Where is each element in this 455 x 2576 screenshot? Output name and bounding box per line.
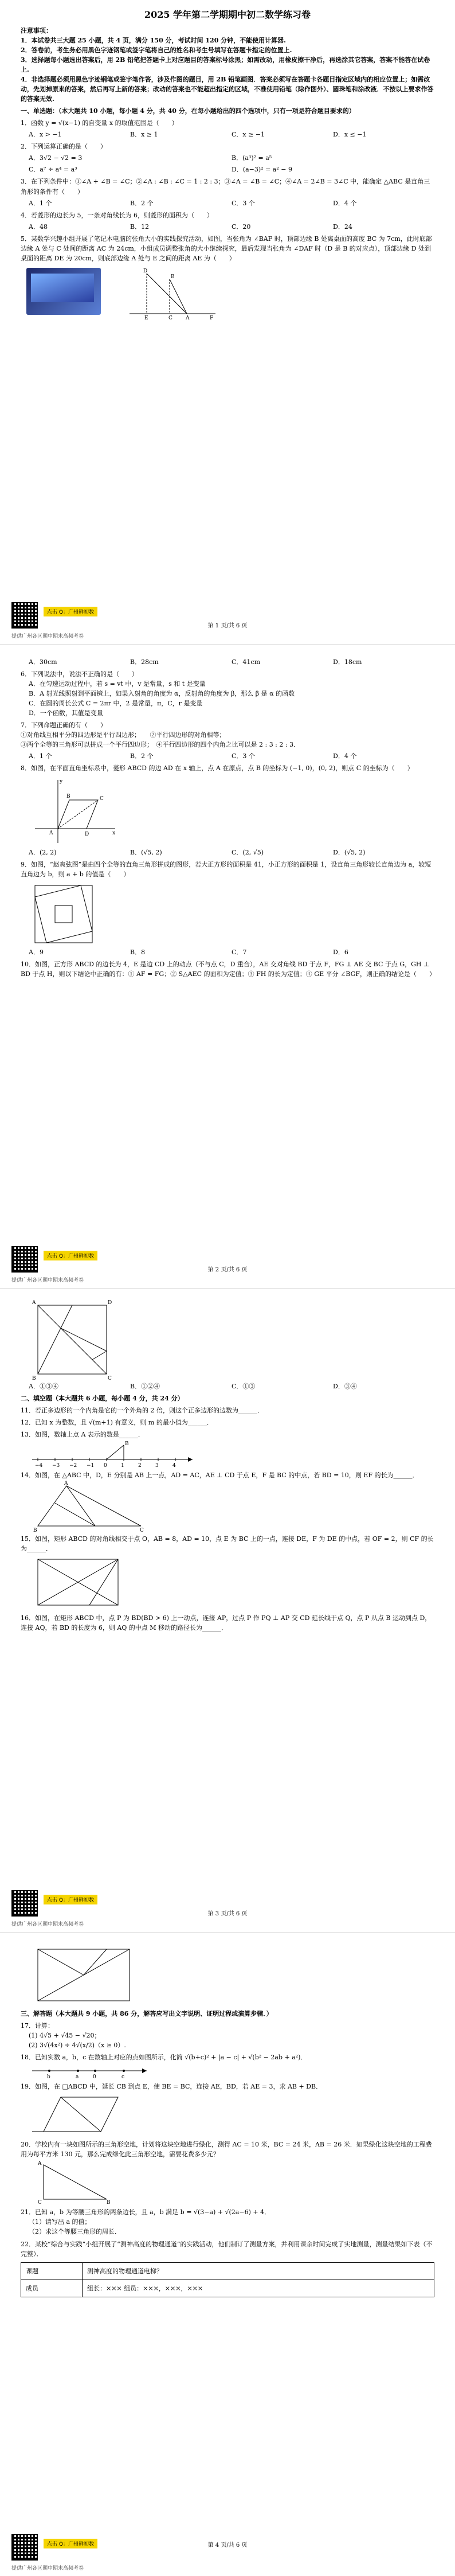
q22-text: 22．某校“综合与实践”小组开展了“测神高度的物理通道”的实践活动，他们制订了测量方案，并利用课余时间完成了实地测量，测量结果如下表（不完整）． (21, 2240, 433, 2258)
q21-part-1: （1）请写出 a 的值； (29, 2218, 91, 2226)
q14-triangle-diagram (32, 1480, 147, 1532)
qr-code (11, 1246, 38, 1273)
q10-option-b[interactable]: B．①②④ (130, 1383, 160, 1390)
svg-text:A: A (32, 1300, 36, 1306)
q8-option-c[interactable]: C．(2, √5) (232, 848, 264, 856)
q3-stem: 3．在下列条件中：①∠A + ∠B = ∠C；②∠A : ∠B : ∠C = 1 : 2 : 3；③∠A = ∠B = ∠C；④∠A = 2∠B = 3∠C 中，能确定 △ABC 是直角三角形的条件有（ ） (21, 178, 430, 196)
exam-page-1 (0, 0, 455, 644)
q1-stem: 1．函数 y = √(x−1) 的自变量 x 的取值范围是（ ） (21, 119, 178, 127)
q4-options (29, 222, 434, 232)
q20-triangle-diagram (32, 2159, 112, 2205)
q20-text: 20．学校内有一块如图所示的三角形空地，计划将这块空地进行绿化，测得 AC = 10 米，BC = 24 米，AB = 26 米．如果绿化这块空地的工程费用为每平方米 130 元，那么完成绿化此三角形空地，需要花费多少元？ (21, 2141, 432, 2159)
page-number-1: 第 1 页/共 6 页 (207, 623, 248, 629)
page-number-4: 第 4 页/共 6 页 (207, 2542, 248, 2548)
table-row (21, 2262, 434, 2280)
svg-text:B: B (33, 1528, 37, 1532)
q8-option-a[interactable]: A．(2, 2) (29, 848, 57, 856)
number-line-label: −2 (69, 1463, 77, 1469)
qr-code (11, 1890, 38, 1917)
svg-text:E: E (144, 315, 148, 319)
q21-stem: 21．已知 a，b 为等腰三角形的两条边长，且 a，b 满足 b = √(3−a) + √(2a−6) + 4． (21, 2208, 271, 2216)
q7-option-b[interactable]: B．2 个 (130, 752, 154, 760)
footer-ad-text: 提供广州各区期中期末高频考卷 (11, 2566, 84, 2571)
q2-option-d[interactable]: D．(a−3)² = a² − 9 (232, 166, 292, 174)
exam-title: 2025 学年第二学期期中初二数学练习卷 (144, 9, 311, 20)
q9-option-d[interactable]: D．6 (333, 948, 348, 956)
q7-option-c[interactable]: C．3 个 (232, 752, 255, 760)
q2-stem: 2．下列运算正确的是（ ） (21, 143, 107, 151)
number-line-label: 4 (172, 1463, 176, 1469)
svg-text:C: C (108, 1376, 112, 1380)
q11-text: 11．若正多边形的一个内角是它的一个外角的 2 倍，则这个正多边形的边数为______． (21, 1407, 264, 1415)
svg-text:a: a (76, 2074, 79, 2080)
laptop-photo (26, 268, 101, 315)
svg-text:0: 0 (93, 2074, 96, 2080)
q17-part-2: (2) 3√(4x²) ÷ 4√(x/2)（x ≥ 0）. (29, 2042, 126, 2050)
q9-option-b[interactable]: B．8 (130, 948, 146, 956)
q6-option-d[interactable]: D．一个函数，其值是变量 (29, 709, 103, 717)
section1-heading: 一、单选题：（本大题共 10 小题，每小题 4 分，共 40 分，在每小题给出的四个选项中，只有一项是符合题目要求的） (21, 107, 355, 115)
q8-option-d[interactable]: D．(√5, 2) (333, 848, 366, 856)
number-line-label: −3 (52, 1463, 60, 1469)
number-line-label: 1 (121, 1463, 124, 1469)
q5-option-b[interactable]: B．28cm (130, 658, 159, 666)
q1-option-a[interactable]: A．x > −1 (29, 131, 62, 139)
svg-text:A: A (186, 315, 190, 319)
q6-stem: 6．下列说法中，说法不正确的是（ ） (21, 670, 138, 678)
svg-text:C: C (38, 2200, 42, 2206)
svg-text:b: b (47, 2074, 50, 2080)
q5-option-c[interactable]: C．41cm (232, 658, 261, 666)
table-row (21, 2280, 434, 2297)
q5-angle-diagram (124, 268, 221, 319)
svg-text:x: x (112, 830, 116, 836)
q10-option-c[interactable]: C．①③ (232, 1383, 256, 1390)
q6-option-b[interactable]: B．A 射光线照射到平面镜上，如果入射角的角度为 α，反射角的角度为 β，那么 β 是 α 的函数 (29, 690, 295, 698)
q1-option-b[interactable]: B．x ≥ 1 (130, 131, 158, 139)
notice-3: 3．选择题每小题选出答案后，用 2B 铅笔把答题卡上对应题目的答案标号涂黑；如需改动，用橡皮擦干净后，再选涂其它答案，答案不能答在试卷上. (21, 56, 430, 73)
q2-option-a[interactable]: A．3√2 − √2 = 3 (29, 154, 83, 162)
svg-text:D: D (143, 268, 148, 274)
q8-options (29, 848, 434, 857)
exam-page-2 (0, 644, 455, 1288)
q19-parallelogram-diagram (32, 2091, 124, 2137)
q4-stem: 4．若菱形的边长为 5，一条对角线长为 6，则菱形的面积为（ ） (21, 211, 213, 219)
exam-page-3 (0, 1288, 455, 1932)
q5-options (29, 657, 434, 667)
footer-badge[interactable]: 点击 Q：广州鲜初数 (44, 607, 97, 616)
notice-2: 2．答卷前，考生务必用黑色字迹钢笔或签字笔将自己的姓名和考生号填写在答题卡指定的位置上. (21, 46, 292, 54)
page-footer-3 (11, 1890, 447, 1929)
notice-1: 1．本试卷共三大题 25 小题，共 4 页，满分 150 分，考试时间 120 分钟，不能使用计算器. (21, 36, 287, 44)
q2-option-b[interactable]: B．(a³)² = a⁵ (232, 154, 272, 162)
svg-text:B: B (125, 1441, 129, 1447)
q7-option-a[interactable]: A．1 个 (29, 752, 52, 760)
table-cell: 成员 (21, 2280, 83, 2297)
footer-badge[interactable]: 点击 Q：广州鲜初数 (44, 2539, 97, 2548)
svg-text:y: y (60, 778, 63, 784)
q9-option-a[interactable]: A．9 (29, 948, 44, 956)
section3-heading: 三、解答题（本大题共 9 小题，共 86 分，解答应写出文字说明、证明过程或演算步骤．） (21, 2010, 273, 2017)
qr-code (11, 602, 38, 629)
footer-badge[interactable]: 点击 Q：广州鲜初数 (44, 1895, 97, 1904)
q5-figures (26, 268, 434, 319)
svg-text:B: B (107, 2200, 111, 2206)
page-footer-1 (11, 602, 447, 641)
q14-text: 14．如图，在 △ABC 中，D，E 分别是 AB 上一点，AD = AC，AE ⊥ CD 于点 E，F 是 BC 的中点，若 BD = 10，则 EF 的长为______． (21, 1472, 419, 1480)
q3-option-a[interactable]: A．1 个 (29, 199, 52, 207)
notice-heading: 注意事项： (21, 26, 52, 34)
section2-heading: 二、填空题（本大题共 6 小题，每小题 4 分，共 24 分） (21, 1395, 184, 1403)
q4-option-d[interactable]: D．24 (333, 223, 352, 231)
svg-text:A: A (38, 2161, 42, 2167)
table-cell: 测神高度的物理通道电梯？ (83, 2262, 434, 2280)
q3-options (29, 198, 434, 208)
svg-text:D: D (85, 831, 89, 837)
svg-text:c: c (121, 2074, 125, 2080)
q7-stem: 7．下列命题正确的有（ ） (21, 721, 107, 729)
exam-page-4 (0, 1932, 455, 2576)
number-line-label: −4 (35, 1463, 43, 1469)
q1-options (29, 130, 434, 139)
notice-4: 4．非选择题必须用黑色字迹钢笔或签字笔作答，涉及作图的题目，用 2B 铅笔画图．答案必须写在答题卡各题目指定区域内的相应位置上；如需改动，先划掉原来的答案，然后再写上新的答案；改动的答案也不能超出指定的区域，不准使用铅笔（除作图外）、圆珠笔和涂改液．不按以上要求作答的答案无效. (21, 76, 434, 103)
q13-text: 13．如图，数轴上点 A 表示的数是______． (21, 1431, 144, 1439)
svg-text:D: D (108, 1300, 112, 1306)
q6-option-c[interactable]: C．在圆的周长公式 C = 2πr 中，2 是常量，π，C，r 是变量 (29, 700, 203, 708)
q17-part-1: (1) 4√5 + √45 − √20； (29, 2032, 101, 2040)
q9-option-c[interactable]: C．7 (232, 948, 247, 956)
page-footer-2 (11, 1246, 447, 1285)
q3-option-b[interactable]: B．2 个 (130, 199, 154, 207)
svg-text:B: B (32, 1376, 36, 1380)
q7-statement-2: ③两个全等的三角形可以拼成一个平行四边形； ④平行四边形的四个内角之比可以是 2 : 3 : 2 : 3． (21, 741, 300, 749)
table-cell: 组长：××× 组员：×××，×××，××× (83, 2280, 434, 2297)
q2-options-row2 (29, 165, 434, 174)
svg-text:A: A (64, 1481, 68, 1487)
q10-stem: 10．如图，正方形 ABCD 的边长为 4，E 是边 CD 上的动点（不与点 C，D 重合），AE 交对角线 BD 于点 F，FG ⊥ AE 交 BC 于点 G，GH ⊥ BD 于点 H，则以下结论中正确的有：① AF = FG；② S△AEC 的面积为定值；③ FH 的长为定值；④ GE 平分 ∠BGF，则正确的结论是（ ） (21, 960, 436, 978)
q10-option-d[interactable]: D．③④ (333, 1383, 357, 1390)
q9-stem: 9．如图，“赵爽弦图”是由四个全等的直角三角形拼成的图形，若大正方形的面积是 41，小正方形的面积是 1，设直角三角形较长直角边为 a，较短直角边为 b，则 a + b 的值是（ ） (21, 860, 432, 878)
number-line-label: 3 (155, 1463, 159, 1469)
footer-ad-text: 提供广州各区期中期末高频考卷 (11, 1922, 84, 1927)
q3-option-c[interactable]: C．3 个 (232, 199, 255, 207)
zhao-shuang-diagram (32, 883, 95, 946)
number-line-label: 0 (104, 1463, 107, 1469)
q1-option-d[interactable]: D．x ≤ −1 (333, 131, 367, 139)
q10-options (29, 1381, 434, 1391)
q7-options (29, 751, 434, 761)
q4-option-c[interactable]: C．20 (232, 223, 251, 231)
q15-text: 15．如图，矩形 ABCD 的对角线相交于点 O，AB = 8，AD = 10，点 E 为 BC 上的一点，连接 DE，F 为 DE 的中点，若 OF = 2，则 CF 的长为______． (21, 1535, 434, 1553)
q7-option-d[interactable]: D．4 个 (333, 752, 357, 760)
q9-options (29, 947, 434, 957)
q18-number-line (26, 2062, 152, 2079)
svg-text:B: B (171, 274, 175, 280)
q2-option-c[interactable]: C．a⁷ ÷ a⁴ = a³ (29, 166, 77, 174)
qr-code (11, 2534, 38, 2561)
q10-square-diagram (32, 1299, 118, 1380)
page-footer-4 (11, 2534, 447, 2573)
q13-number-line (26, 1439, 198, 1468)
svg-text:C: C (140, 1528, 144, 1532)
q12-text: 12．已知 x 为整数，且 √(m+1) 有意义，则 m 的最小值为______． (21, 1419, 213, 1427)
svg-text:C: C (168, 315, 172, 319)
q8-stem: 8．如图，在平面直角坐标系中，菱形 ABCD 的边 AD 在 x 轴上，点 A 在原点，点 B 的坐标为 (−1, 0)，(0, 2)，则点 C 的坐标为（ ） (21, 764, 414, 772)
q2-options (29, 153, 434, 163)
q5-option-a[interactable]: A．30cm (29, 658, 57, 666)
q16-text: 16．如图，在矩形 ABCD 中，点 P 为 BD(BD > 6) 上一动点，连接 AP，过点 P 作 PQ ⊥ AP 交 CD 延长线于点 Q，点 P 从点 B 运动到点 D，连接 AQ，若 BD 的长度为 6，则 AQ 的中点 M 移动的路径长为______． (21, 1614, 432, 1632)
q8-option-b[interactable]: B．(√5, 2) (130, 848, 162, 856)
svg-text:B: B (66, 793, 70, 799)
q5-stem: 5．某数学兴趣小组开展了笔记本电脑的张角大小的实践探究活动，如图，当张角为 ∠BAF 时，顶部边缘 B 处离桌面的高度 BC 为 7cm，此时底部边缘 A 处与 C 处间的距离 AC 为 24cm，小组成员调整张角的大小继续探究，最后发现当张角为 ∠DAF 时（D 是 B 的对应点），顶部边缘 D 处到桌面的距离 DE 为 20cm，则底部边缘 A 处与 E 之间的距离 AE 为（ ） (21, 235, 432, 262)
q3-option-d[interactable]: D．4 个 (333, 199, 357, 207)
q5-option-d[interactable]: D．18cm (333, 658, 362, 666)
q16-rectangle-diagram (32, 1943, 135, 2007)
footer-badge[interactable]: 点击 Q：广州鲜初数 (44, 1251, 97, 1260)
q17-stem: 17．计算： (21, 2022, 54, 2030)
number-line-label: −1 (87, 1463, 95, 1469)
q4-option-a[interactable]: A．48 (29, 223, 48, 231)
page-number-2: 第 2 页/共 6 页 (207, 1267, 248, 1273)
svg-text:F: F (210, 315, 214, 319)
q7-statement-1: ①对角线互相平分的四边形是平行四边形； ②平行四边形的对角相等； (21, 731, 226, 739)
q6-option-a[interactable]: A．在匀速运动过程中，若 s = vt 中，v 是常量，s 和 t 是变量 (29, 680, 206, 688)
q21-part-2: （2）求这个等腰三角形的周长． (29, 2228, 121, 2236)
q1-option-c[interactable]: C．x ≥ −1 (232, 131, 265, 139)
q22-table (21, 2262, 434, 2297)
q10-option-a[interactable]: A．①③④ (29, 1383, 58, 1390)
q4-option-b[interactable]: B．12 (130, 223, 150, 231)
svg-text:A: A (49, 830, 53, 836)
page-number-3: 第 3 页/共 6 页 (207, 1911, 248, 1917)
footer-ad-text: 提供广州各区期中期末高频考卷 (11, 1278, 84, 1283)
number-line-label: 2 (138, 1463, 142, 1469)
svg-text:C: C (100, 795, 104, 802)
q8-coordinate-diagram (32, 777, 118, 846)
table-cell: 课题 (21, 2262, 83, 2280)
q19-text: 19．如图，在 □ABCD 中，延长 CB 到点 E，使 BE = BC，连接 AE，BD，若 AE = 3，求 AB + DB． (21, 2083, 323, 2091)
q18-text: 18．已知实数 a，b，c 在数轴上对应的点如图所示，化简 √(b+c)² + |a − c| + √(b² − 2ab + a²)． (21, 2054, 307, 2062)
q6-options (29, 679, 434, 718)
footer-ad-text: 提供广州各区期中期末高频考卷 (11, 634, 84, 639)
q15-rectangle-diagram (32, 1554, 124, 1611)
